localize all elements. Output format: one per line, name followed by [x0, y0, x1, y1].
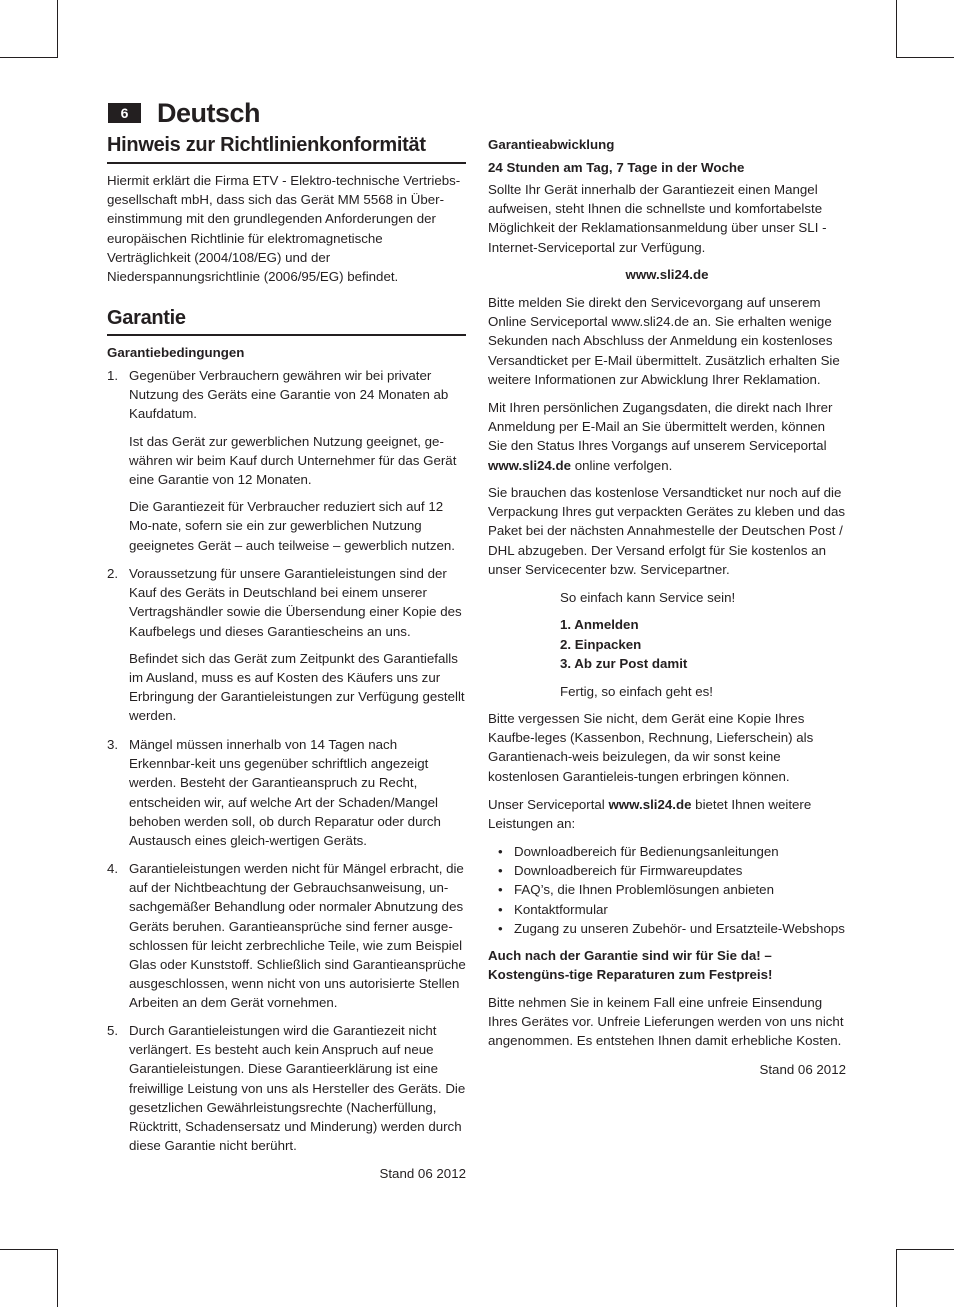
portal-paragraph: [488, 293, 846, 389]
processing-title: Garantieabwicklung: [488, 137, 615, 152]
condition-item-2: [107, 564, 466, 726]
simple-service-text: So einfach kann Service sein!: [560, 590, 736, 605]
intro-text: Sollte Ihr Gerät innerhalb der Garantiezeit einen Mangel aufweisen, steht Ihnen die schnellste und komfortabelste Möglichkeit der Reklamationsanmeldung über unser SLI - Internet-Serviceportal zur Verfügung.: [488, 182, 827, 255]
condition-number: 4.: [107, 861, 119, 876]
list-item: • Downloadbereich für Firmwareupdates: [488, 861, 846, 880]
portal-text: Bitte melden Sie direkt den Servicevorgang auf unserem Online Serviceportal: [488, 295, 821, 330]
status-paragraph: [488, 398, 846, 475]
condition-item-1: [107, 366, 466, 555]
condition-item-3: [107, 735, 466, 850]
status-text: Mit Ihren persönlichen Zugangsdaten, die direkt nach Ihrer Anmeldung per E-Mail an Sie übermittelt werden, können Sie den Status Ihres Vorgangs auf unserem Serviceportal: [488, 400, 833, 454]
crop-mark-bl-h: [0, 1249, 58, 1250]
list-item: • Zugang zu unseren Zubehör- und Ersatzteile-Webshops: [488, 919, 846, 938]
condition-text: Die Garantiezeit für Verbraucher reduziert sich auf 12 Mo-nate, sofern sie ein zur gewerblichen Nutzung geeignetes Gerät – auch teilweise – gewerblich nutzen.: [129, 499, 455, 553]
receipt-paragraph: Bitte vergessen Sie nicht, dem Gerät eine Kopie Ihres Kaufbe-leges (Kassenbon, Rechnung, Lieferschein) als Garantienach-weis beizulegen, da wir sonst keine kostenlosen Garantieleis-tungen erbringen können.: [488, 711, 814, 784]
unfree-shipping-paragraph: Bitte nehmen Sie in keinem Fall eine unfreie Einsendung Ihres Gerätes vor. Unfreie Lieferungen werden von uns nicht angenommen. Es entstehen Ihnen damit erhebliche Kosten.: [488, 995, 844, 1049]
done-text: Fertig, so einfach geht es!: [560, 684, 713, 699]
condition-number: 2.: [107, 566, 119, 581]
step-3: 3. Ab zur Post damit: [560, 656, 688, 671]
crop-mark-tl-h: [0, 57, 58, 58]
shipping-paragraph: Sie brauchen das kostenlose Versandticket nur noch auf die Verpackung Ihres gut verpackten Gerätes zu kleben und das Paket bei der nächsten Annahmestelle der Deutschen Post / DHL abzugeben. Der Versand erfolgt für Sie kostenlos an unser Servicecenter bzw. Servicepartner.: [488, 485, 846, 577]
status-text-end: online verfolgen.: [571, 457, 673, 473]
guarantee-title: Garantie: [107, 307, 186, 329]
conformity-rule: [107, 162, 466, 164]
conformity-text: Hiermit erklärt die Firma ETV - Elektro-technische Vertriebs-gesellschaft mbH, dass sich das Gerät MM 5568 in Über-einstimmung mit den grundlegenden Anforderungen der europäischen Richtlinie für elektromagnetische Verträglichkeit (2004/108/EG) und der Niederspannungsrichtlinie (2006/95/EG) befindet.: [107, 173, 461, 285]
list-item: • FAQ’s, die Ihnen Problemlösungen anbieten: [488, 880, 846, 899]
condition-item-5: [107, 1021, 466, 1155]
stand-date-right: Stand 06 2012: [759, 1062, 846, 1077]
condition-text: Ist das Gerät zur gewerblichen Nutzung geeignet, ge-währen wir beim Kauf durch Unternehmer für das Gerät eine Garantie von 12 Monaten.: [129, 433, 457, 488]
condition-text: Garantieleistungen werden nicht für Mängel erbracht, die auf der Nichtbeachtung der Gebrauchsanweisung, un-sachgemäßer Behandlung oder normaler Abnutzung des Geräts beruhen. Garantieansprüche sind ferner ausge-schlossen für leicht zerbrechliche Teile, wie zum Beispiel Glas oder Kunststoff. Schließlich sind Garantieansprüche ausgeschlossen, wenn nicht von uns autorisierte Stellen Arbeiten an dem Gerät vornehmen.: [129, 861, 466, 1011]
condition-text: Voraussetzung für unsere Garantieleistungen sind der Kauf des Geräts in Deutschland bei einem unserer Vertragshändler sowie die Übersendung einer Kopie des Kaufbelegs und dieses Garantiescheins an uns.: [129, 566, 462, 639]
portal-link[interactable]: www.sli24.de: [611, 314, 690, 330]
crop-mark-tr-h: [896, 57, 954, 58]
condition-text: Durch Garantieleistungen wird die Garantiezeit nicht verlängert. Es besteht auch kein Anspruch auf neue Garantieleistungen. Diese Garantieerklärung ist eine freiwillige Leistung von uns als Hersteller des Geräts. Die gesetzlichen Gewährleistungsrechte (Nacherfüllung, Rücktritt, Schadensersatz und Minderung) werden durch diese Garantie nicht berührt.: [129, 1023, 466, 1154]
condition-item-4: [107, 859, 466, 1013]
list-item: • Kontaktformular: [488, 900, 846, 919]
crop-mark-tr-v: [896, 0, 897, 58]
hours-title: 24 Stunden am Tag, 7 Tage in der Woche: [488, 160, 745, 175]
step-1: 1. Anmelden: [560, 617, 639, 632]
condition-text: Befindet sich das Gerät zum Zeitpunkt des Garantiefalls im Ausland, muss es auf Kosten des Käufers uns zur Erbringung der Garantieleistungen zur Verfügung gestellt werden.: [129, 650, 465, 724]
status-link[interactable]: www.sli24.de: [488, 457, 572, 473]
condition-text: Gegenüber Verbrauchern gewähren wir bei privater Nutzung des Geräts eine Garantie von 24 Monaten ab Kaufdatum.: [129, 368, 449, 422]
condition-number: 3.: [107, 737, 119, 752]
services-text-end: bietet Ihnen weitere Leistungen an:: [488, 797, 812, 832]
step-2: 2. Einpacken: [560, 637, 642, 652]
list-item: • Downloadbereich für Bedienungsanleitungen: [488, 842, 846, 861]
guarantee-rule: [107, 334, 466, 336]
after-guarantee-heading: Auch nach der Garantie sind wir für Sie da! – Kostengüns-tige Reparaturen zum Festpreis!: [488, 948, 773, 983]
services-link[interactable]: www.sli24.de: [608, 797, 692, 812]
portal-text-end: an. Sie erhalten wenige Sekunden nach Abschluss der Anmeldung ein kostenloses Versandticket per E-Mail übermittelt. Zusätzlich erhalten Sie weitere Informationen zur Abwicklung Ihrer Reklamation.: [488, 314, 840, 387]
condition-number: 1.: [107, 368, 119, 383]
page-number: 6: [108, 103, 141, 123]
conditions-title: Garantiebedingungen: [107, 345, 245, 360]
website-link[interactable]: www.sli24.de: [625, 267, 709, 282]
condition-number: 5.: [107, 1023, 119, 1038]
services-list: [488, 842, 846, 938]
crop-mark-br-v: [896, 1249, 897, 1307]
crop-mark-bl-v: [57, 1249, 58, 1307]
services-intro: [488, 795, 846, 833]
stand-date-left: Stand 06 2012: [379, 1166, 466, 1181]
services-text: Unser Serviceportal: [488, 797, 609, 812]
crop-mark-tl-v: [57, 0, 58, 58]
crop-mark-br-h: [896, 1249, 954, 1250]
condition-text: Mängel müssen innerhalb von 14 Tagen nach Erkennbar-keit uns gegenüber schriftlich angezeigt werden. Besteht der Garantieanspruch zu Recht, entscheiden wir, auf welche Art der Schaden/Mangel behoben werden soll, ob durch Reparatur oder durch Austausch eines gleich-wertigen Geräts.: [129, 737, 441, 849]
conformity-title: Hinweis zur Richtlinienkonformität: [107, 134, 426, 156]
language-heading: Deutsch: [157, 98, 261, 128]
